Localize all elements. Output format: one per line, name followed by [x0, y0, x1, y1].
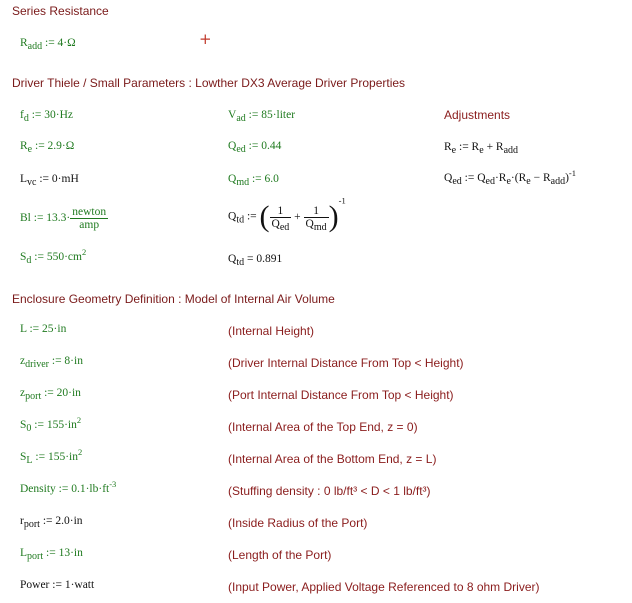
comment-s-l: (Internal Area of the Bottom End, z = L) — [228, 452, 437, 466]
eq-re[interactable] — [20, 140, 75, 155]
denominator — [270, 217, 292, 233]
symbol: R — [444, 141, 452, 153]
symbol: S — [20, 451, 27, 463]
symbol: V — [228, 109, 237, 121]
subscript: L — [26, 455, 33, 466]
plus-cursor-icon[interactable]: + — [199, 30, 212, 48]
comment-L: (Internal Height) — [228, 324, 315, 338]
plus-term: + R — [483, 141, 504, 153]
value: := 20·in — [41, 387, 81, 399]
exponent: -3 — [109, 479, 117, 489]
symbol: Q — [444, 172, 453, 184]
value: := 2.9·Ω — [32, 140, 75, 152]
eq-re-adjust[interactable] — [444, 141, 519, 156]
comment-z-port: (Port Internal Distance From Top < Height) — [228, 388, 454, 402]
eq-z-port[interactable] — [20, 387, 81, 402]
value: := 6.0 — [249, 173, 279, 185]
eq-z-driver[interactable] — [20, 355, 83, 370]
numerator: 1 — [277, 204, 284, 217]
subscript: add — [27, 41, 43, 52]
numerator: 1 — [313, 204, 319, 217]
symbol: L — [20, 547, 28, 559]
unit-fraction — [70, 206, 108, 231]
close-paren: ) — [565, 172, 569, 184]
symbol: Bl — [20, 212, 31, 225]
eq-r-add[interactable] — [20, 37, 76, 52]
symbol: z — [20, 387, 26, 399]
eq-sd[interactable] — [20, 247, 87, 266]
eq-s-0[interactable] — [20, 415, 82, 434]
subscript: d — [26, 255, 32, 266]
symbol: Q — [228, 210, 237, 223]
minus-term: − R — [530, 172, 551, 184]
exponent: -1 — [338, 195, 346, 206]
header-series-resistance: Series Resistance — [12, 4, 109, 18]
eq-qed[interactable] — [228, 140, 282, 155]
comment-r-port: (Inside Radius of the Port) — [228, 516, 368, 530]
value: := 13·in — [43, 547, 83, 559]
subscript: e — [451, 145, 457, 156]
symbol: R — [20, 37, 28, 49]
exponent: 2 — [77, 447, 83, 457]
value: := 4·Ω — [42, 37, 76, 49]
subscript: md — [236, 177, 250, 188]
value: := 0.44 — [245, 140, 282, 152]
subscript-3: add — [503, 145, 519, 156]
denominator: amp — [70, 218, 108, 231]
value: := 155·in — [32, 451, 78, 463]
subscript: port — [23, 519, 40, 530]
subscript-5: add — [550, 176, 566, 187]
denominator — [304, 217, 329, 233]
adjustments-label: Adjustments — [444, 108, 511, 122]
value: := 8·in — [49, 355, 83, 367]
symbol: L — [20, 173, 28, 185]
symbol: R — [20, 140, 28, 152]
eq-lvc[interactable] — [20, 173, 79, 188]
numerator: newton — [72, 206, 107, 218]
value: := 0.1·lb·ft — [55, 483, 110, 495]
eq-l-port[interactable] — [20, 547, 83, 562]
subscript: ed — [236, 144, 246, 155]
comment-z-driver: (Driver Internal Distance From Top < Height) — [228, 356, 464, 370]
times-r: ·R — [494, 172, 507, 184]
symbol: z — [20, 355, 26, 367]
header-enclosure-geometry: Enclosure Geometry Definition : Model of Internal Air Volume — [12, 292, 335, 306]
eq-r-port[interactable] — [20, 515, 83, 530]
value: := 1·watt — [49, 579, 95, 591]
exponent: 2 — [81, 247, 87, 257]
value: := 85·liter — [245, 109, 296, 121]
subscript-2: e — [479, 145, 484, 156]
symbol: r — [20, 515, 24, 527]
subscript: ad — [236, 113, 246, 124]
den-subscript: md — [313, 221, 327, 233]
symbol: S — [20, 251, 27, 263]
eq-power[interactable] — [20, 579, 94, 591]
value: = 0.891 — [244, 253, 283, 265]
value: := 25·in — [26, 323, 67, 335]
subscript: driver — [25, 359, 49, 370]
symbol: S — [20, 419, 27, 431]
comment-s-0: (Internal Area of the Top End, z = 0) — [228, 420, 418, 434]
exponent: -1 — [568, 168, 577, 178]
open-paren-term: ·(R — [510, 172, 527, 184]
header-driver-parameters: Driver Thiele / Small Parameters : Lowther DX3 Average Driver Properties — [12, 76, 406, 90]
fraction-qmd — [304, 204, 329, 233]
subscript: 0 — [26, 423, 32, 434]
comment-density: (Stuffing density : 0 lb/ft³ < D < 1 lb/ft³) — [228, 484, 431, 498]
subscript: td — [236, 214, 245, 226]
eq-bl[interactable] — [20, 206, 108, 231]
eq-qmd[interactable] — [228, 173, 279, 188]
value: := 550·cm — [31, 251, 82, 263]
eq-L[interactable] — [20, 323, 66, 335]
subscript-2: ed — [485, 176, 495, 187]
den-subscript: ed — [279, 221, 290, 233]
eq-qtd-result[interactable] — [228, 253, 283, 268]
den-symbol: Q — [305, 217, 314, 230]
subscript: port — [27, 551, 44, 562]
eq-qtd-formula[interactable] — [228, 195, 346, 234]
value: := 30·Hz — [28, 109, 74, 121]
subscript: ed — [452, 176, 462, 187]
subscript: d — [23, 113, 29, 124]
eq-fd[interactable] — [20, 109, 74, 124]
symbol: L — [20, 323, 27, 335]
assign: := R — [456, 141, 480, 153]
assign: := Q — [461, 172, 486, 184]
plus-sign: + — [294, 211, 301, 223]
symbol: Q — [228, 140, 237, 152]
left-paren: ( — [259, 200, 270, 233]
value: := 155·in — [31, 419, 77, 431]
comment-l-port: (Length of the Port) — [228, 548, 332, 562]
symbol: Density — [20, 483, 56, 495]
symbol: Q — [228, 253, 237, 265]
symbol: Q — [228, 173, 237, 185]
value: := 13.3· — [30, 212, 71, 225]
symbol: Power — [20, 579, 50, 591]
fraction-qed — [270, 204, 292, 233]
subscript-3: e — [506, 176, 511, 187]
subscript-4: e — [526, 176, 531, 187]
den-symbol: Q — [271, 217, 280, 230]
subscript: td — [236, 257, 245, 268]
eq-s-l[interactable] — [20, 447, 83, 466]
value: := 2.0·in — [39, 515, 83, 527]
value: := 0·mH — [36, 173, 79, 185]
assign: := — [244, 210, 257, 223]
eq-density[interactable] — [20, 479, 117, 495]
exponent: 2 — [76, 415, 82, 425]
right-paren: ) — [328, 200, 339, 233]
subscript: vc — [27, 177, 37, 188]
comment-power: (Input Power, Applied Voltage Referenced to 8 ohm Driver) — [228, 580, 540, 594]
symbol: f — [20, 109, 24, 121]
eq-vad[interactable] — [228, 109, 296, 124]
subscript: port — [25, 391, 42, 402]
subscript: e — [27, 144, 33, 155]
eq-qed-adjust[interactable] — [444, 168, 577, 187]
